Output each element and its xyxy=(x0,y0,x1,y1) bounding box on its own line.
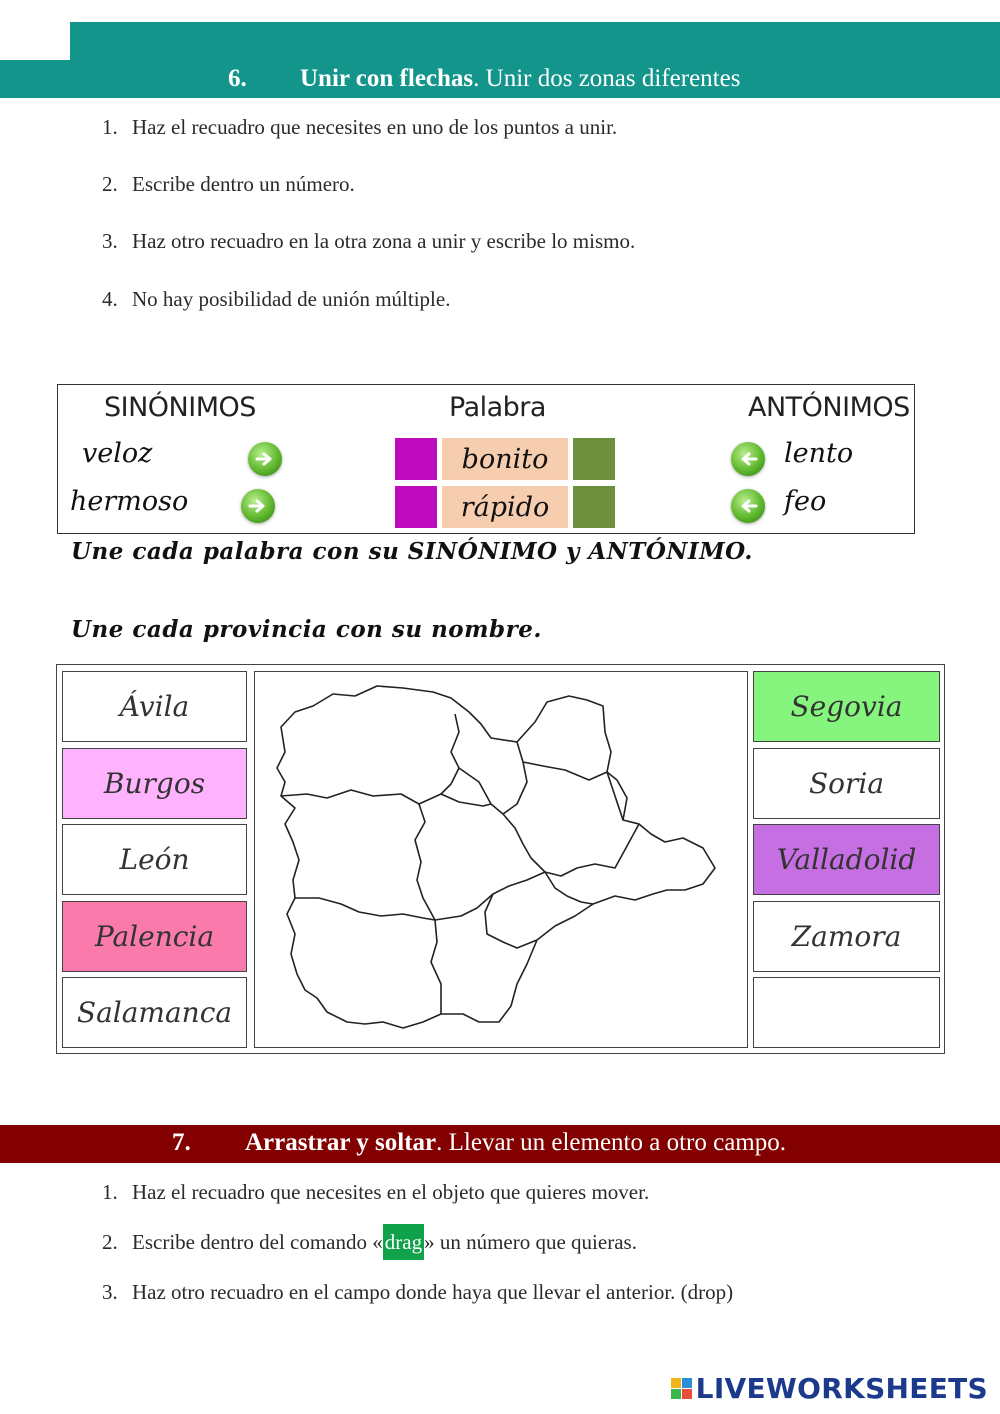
section-6-title: Unir con flechas. Unir dos zonas diferentes xyxy=(300,65,741,92)
map-panel xyxy=(254,671,748,1048)
match-box-synonym[interactable] xyxy=(395,438,437,480)
province-left-cell-3[interactable]: León xyxy=(62,824,247,895)
synonym-word[interactable]: hermoso xyxy=(70,486,189,517)
synonyms-header: SINÓNIMOS xyxy=(104,392,256,423)
antonym-word[interactable]: feo xyxy=(784,486,827,517)
province-instruction: Une cada provincia con su nombre. xyxy=(71,616,542,643)
section-7-title: Arrastrar y soltar. Llevar un elemento a otro campo. xyxy=(245,1129,787,1156)
step-item: 3. Haz otro recuadro en la otra zona a unir y escribe lo mismo. xyxy=(102,229,636,253)
step-item: 1. Haz el recuadro que necesites en el objeto que quieres mover. xyxy=(102,1180,650,1204)
step-item: 3. Haz otro recuadro en el campo donde haya que llevar el anterior. (drop) xyxy=(102,1280,734,1304)
antonym-word[interactable]: lento xyxy=(784,438,854,469)
step-item: 1. Haz el recuadro que necesites en uno de los puntos a unir. xyxy=(102,115,618,139)
target-word: bonito xyxy=(442,438,568,480)
province-left-cell-5[interactable]: Salamanca xyxy=(62,977,247,1048)
arrow-left-icon[interactable] xyxy=(731,489,765,523)
match-box-antonym[interactable] xyxy=(573,486,615,528)
match-box-synonym[interactable] xyxy=(395,486,437,528)
step-item: 2. Escribe dentro del comando «drag» un número que quieras. xyxy=(102,1230,637,1255)
province-right-cell-2[interactable]: Soria xyxy=(753,748,940,819)
section-7-number: 7. xyxy=(172,1129,191,1156)
word-header: Palabra xyxy=(449,392,546,423)
header-accent-bar xyxy=(70,22,1000,60)
arrow-right-icon[interactable] xyxy=(248,442,282,476)
target-word: rápido xyxy=(442,486,568,528)
section-6-number: 6. xyxy=(228,65,247,92)
drag-command-highlight: drag xyxy=(383,1224,424,1260)
synonym-word[interactable]: veloz xyxy=(82,438,153,469)
province-right-cell-4[interactable]: Zamora xyxy=(753,901,940,972)
province-right-cell-1[interactable]: Segovia xyxy=(753,671,940,742)
step-item: 2. Escribe dentro un número. xyxy=(102,172,355,196)
province-right-cell-3[interactable]: Valladolid xyxy=(753,824,940,895)
province-left-cell-2[interactable]: Burgos xyxy=(62,748,247,819)
liveworksheets-logo: LIVEWORKSHEETS xyxy=(671,1372,988,1405)
synonym-instruction: Une cada palabra con su SINÓNIMO y ANTÓNIMO. xyxy=(71,538,753,565)
arrow-right-icon[interactable] xyxy=(241,489,275,523)
antonyms-header: ANTÓNIMOS xyxy=(748,392,910,423)
castilla-leon-map xyxy=(255,672,746,1046)
logo-grid-icon xyxy=(671,1378,692,1399)
section-6-header xyxy=(0,60,1000,98)
province-left-cell-1[interactable]: Ávila xyxy=(62,671,247,742)
step-item: 4. No hay posibilidad de unión múltiple. xyxy=(102,287,451,311)
province-left-cell-4[interactable]: Palencia xyxy=(62,901,247,972)
section-7-header xyxy=(0,1125,1000,1163)
match-box-antonym[interactable] xyxy=(573,438,615,480)
arrow-left-icon[interactable] xyxy=(731,442,765,476)
province-right-cell-5[interactable] xyxy=(753,977,940,1048)
